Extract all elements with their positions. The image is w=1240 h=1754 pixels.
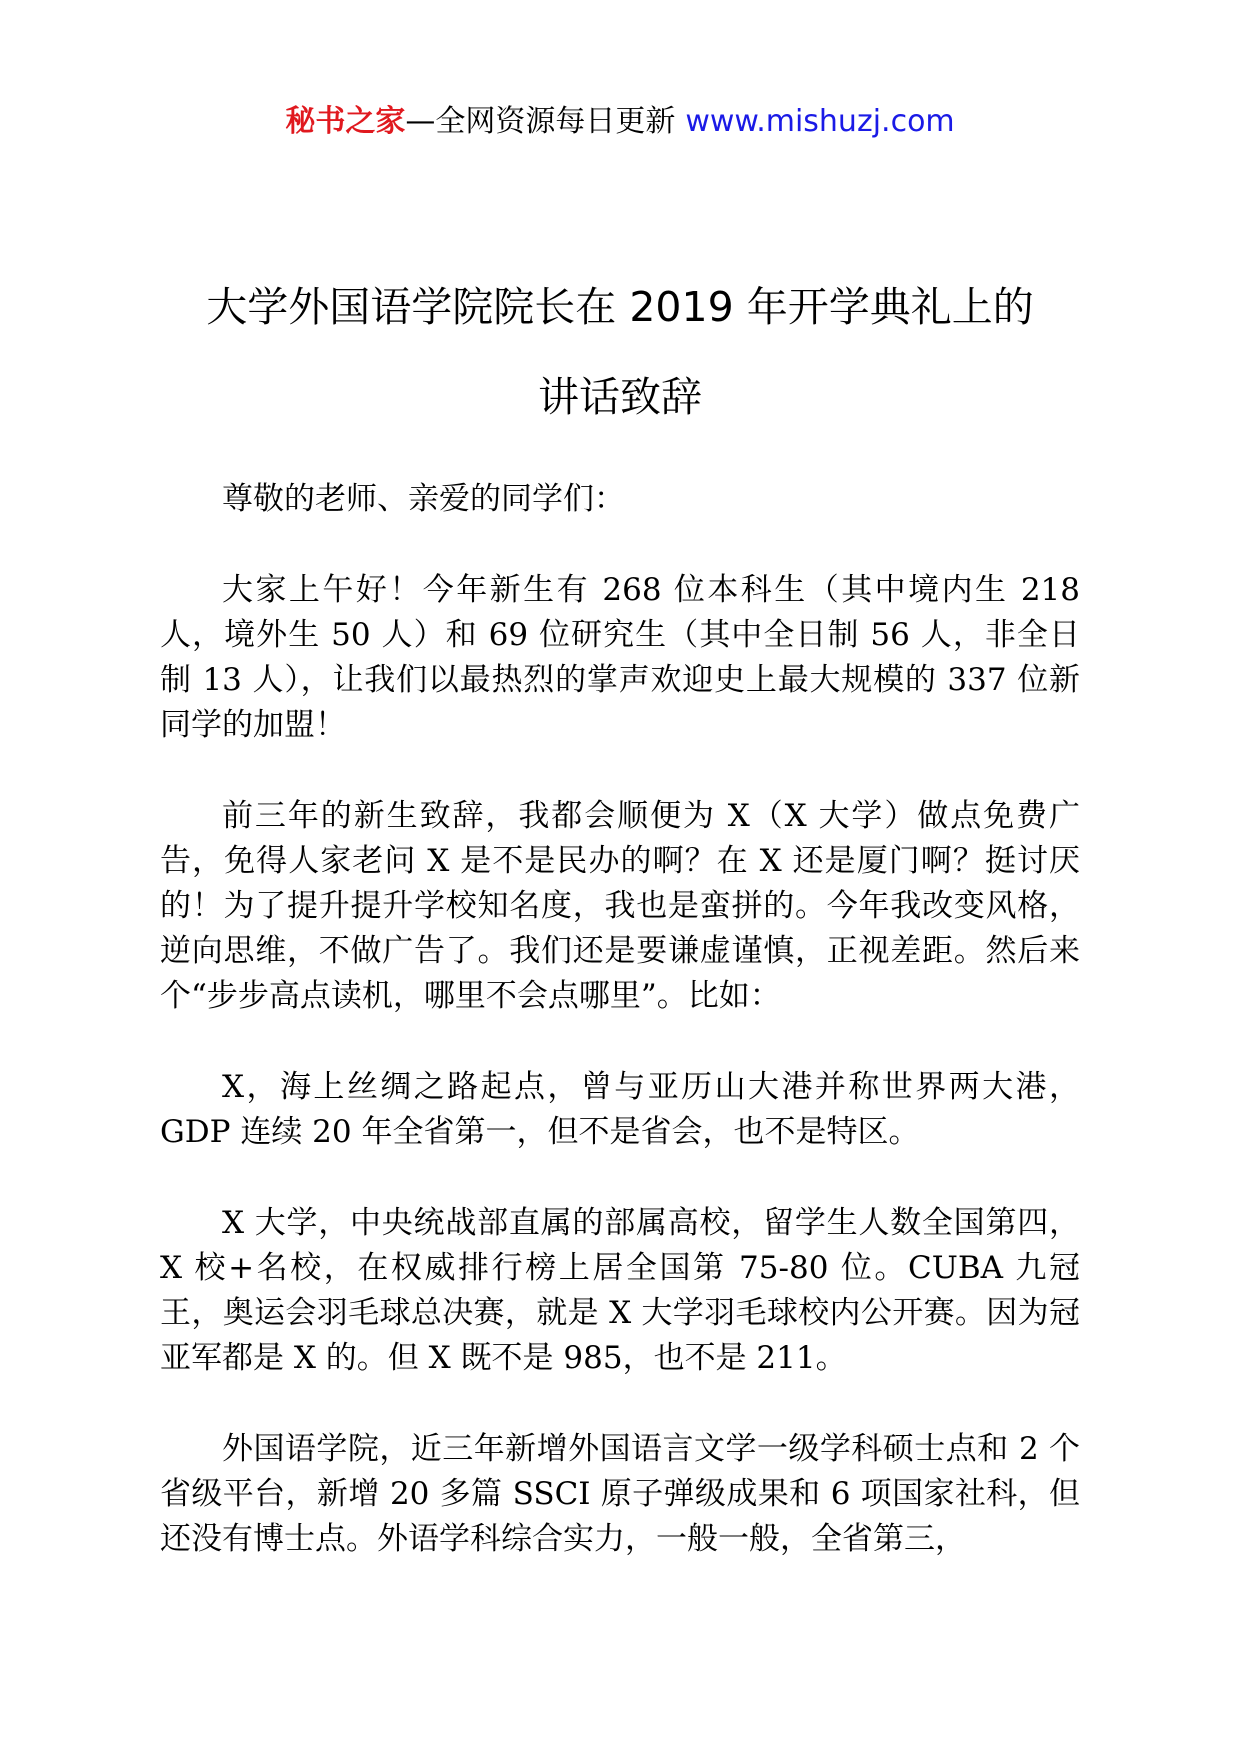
site-header [0, 100, 1240, 144]
paragraph: X，海上丝绸之路起点，曾与亚历山大港并称世界两大港，GDP 连续 20 年全省第一，但不是省会，也不是特区。 [160, 1069, 1080, 1150]
paragraph: 大家上午好！今年新生有 268 位本科生（其中境内生 218 人，境外生 50 人）和 69 位研究生（其中全日制 56 人，非全日制 13 人），让我们以最热烈的掌声欢迎史上最大规模的 337 位新同学的加盟！ [160, 572, 1080, 743]
brand-name: 秘书之家 [285, 104, 406, 139]
document-title [150, 262, 1090, 442]
title-line-2: 讲话致辞 [538, 373, 702, 421]
salutation: 尊敬的老师、亲爱的同学们： [222, 481, 625, 517]
paragraph: 前三年的新生致辞，我都会顺便为 X（X 大学）做点免费广告，免得人家老问 X 是不是民办的啊？在 X 还是厦门啊？挺讨厌的！为了提升提升学校知名度，我也是蛮拼的。今年我改变风格，逆向思维，不做广告了。我们还是要谦虚谨慎，正视差距。然后来个“步步高点读机，哪里不会点哪里”。比如： [160, 798, 1080, 1014]
paragraph: 外国语学院，近三年新增外国语言文学一级学科硕士点和 2 个省级平台，新增 20 多篇 SSCI 原子弹级成果和 6 项国家社科，但还没有博士点。外语学科综合实力，一般一般，全省第三， [160, 1431, 1080, 1557]
site-url-link[interactable]: www.mishuzj.com [685, 104, 955, 139]
header-tagline: —全网资源每日更新 [405, 104, 676, 139]
paragraph: X 大学，中央统战部直属的部属高校，留学生人数全国第四，X 校+名校，在权威排行榜上居全国第 75-80 位。CUBA 九冠王，奥运会羽毛球总决赛，就是 X 大学羽毛球校内公开赛。因为冠亚军都是 X 的。但 X 既不是 985，也不是 211。 [160, 1205, 1080, 1376]
document-body [160, 477, 1080, 1608]
title-line-1: 大学外国语学院院长在 2019 年开学典礼上的 [206, 283, 1034, 331]
